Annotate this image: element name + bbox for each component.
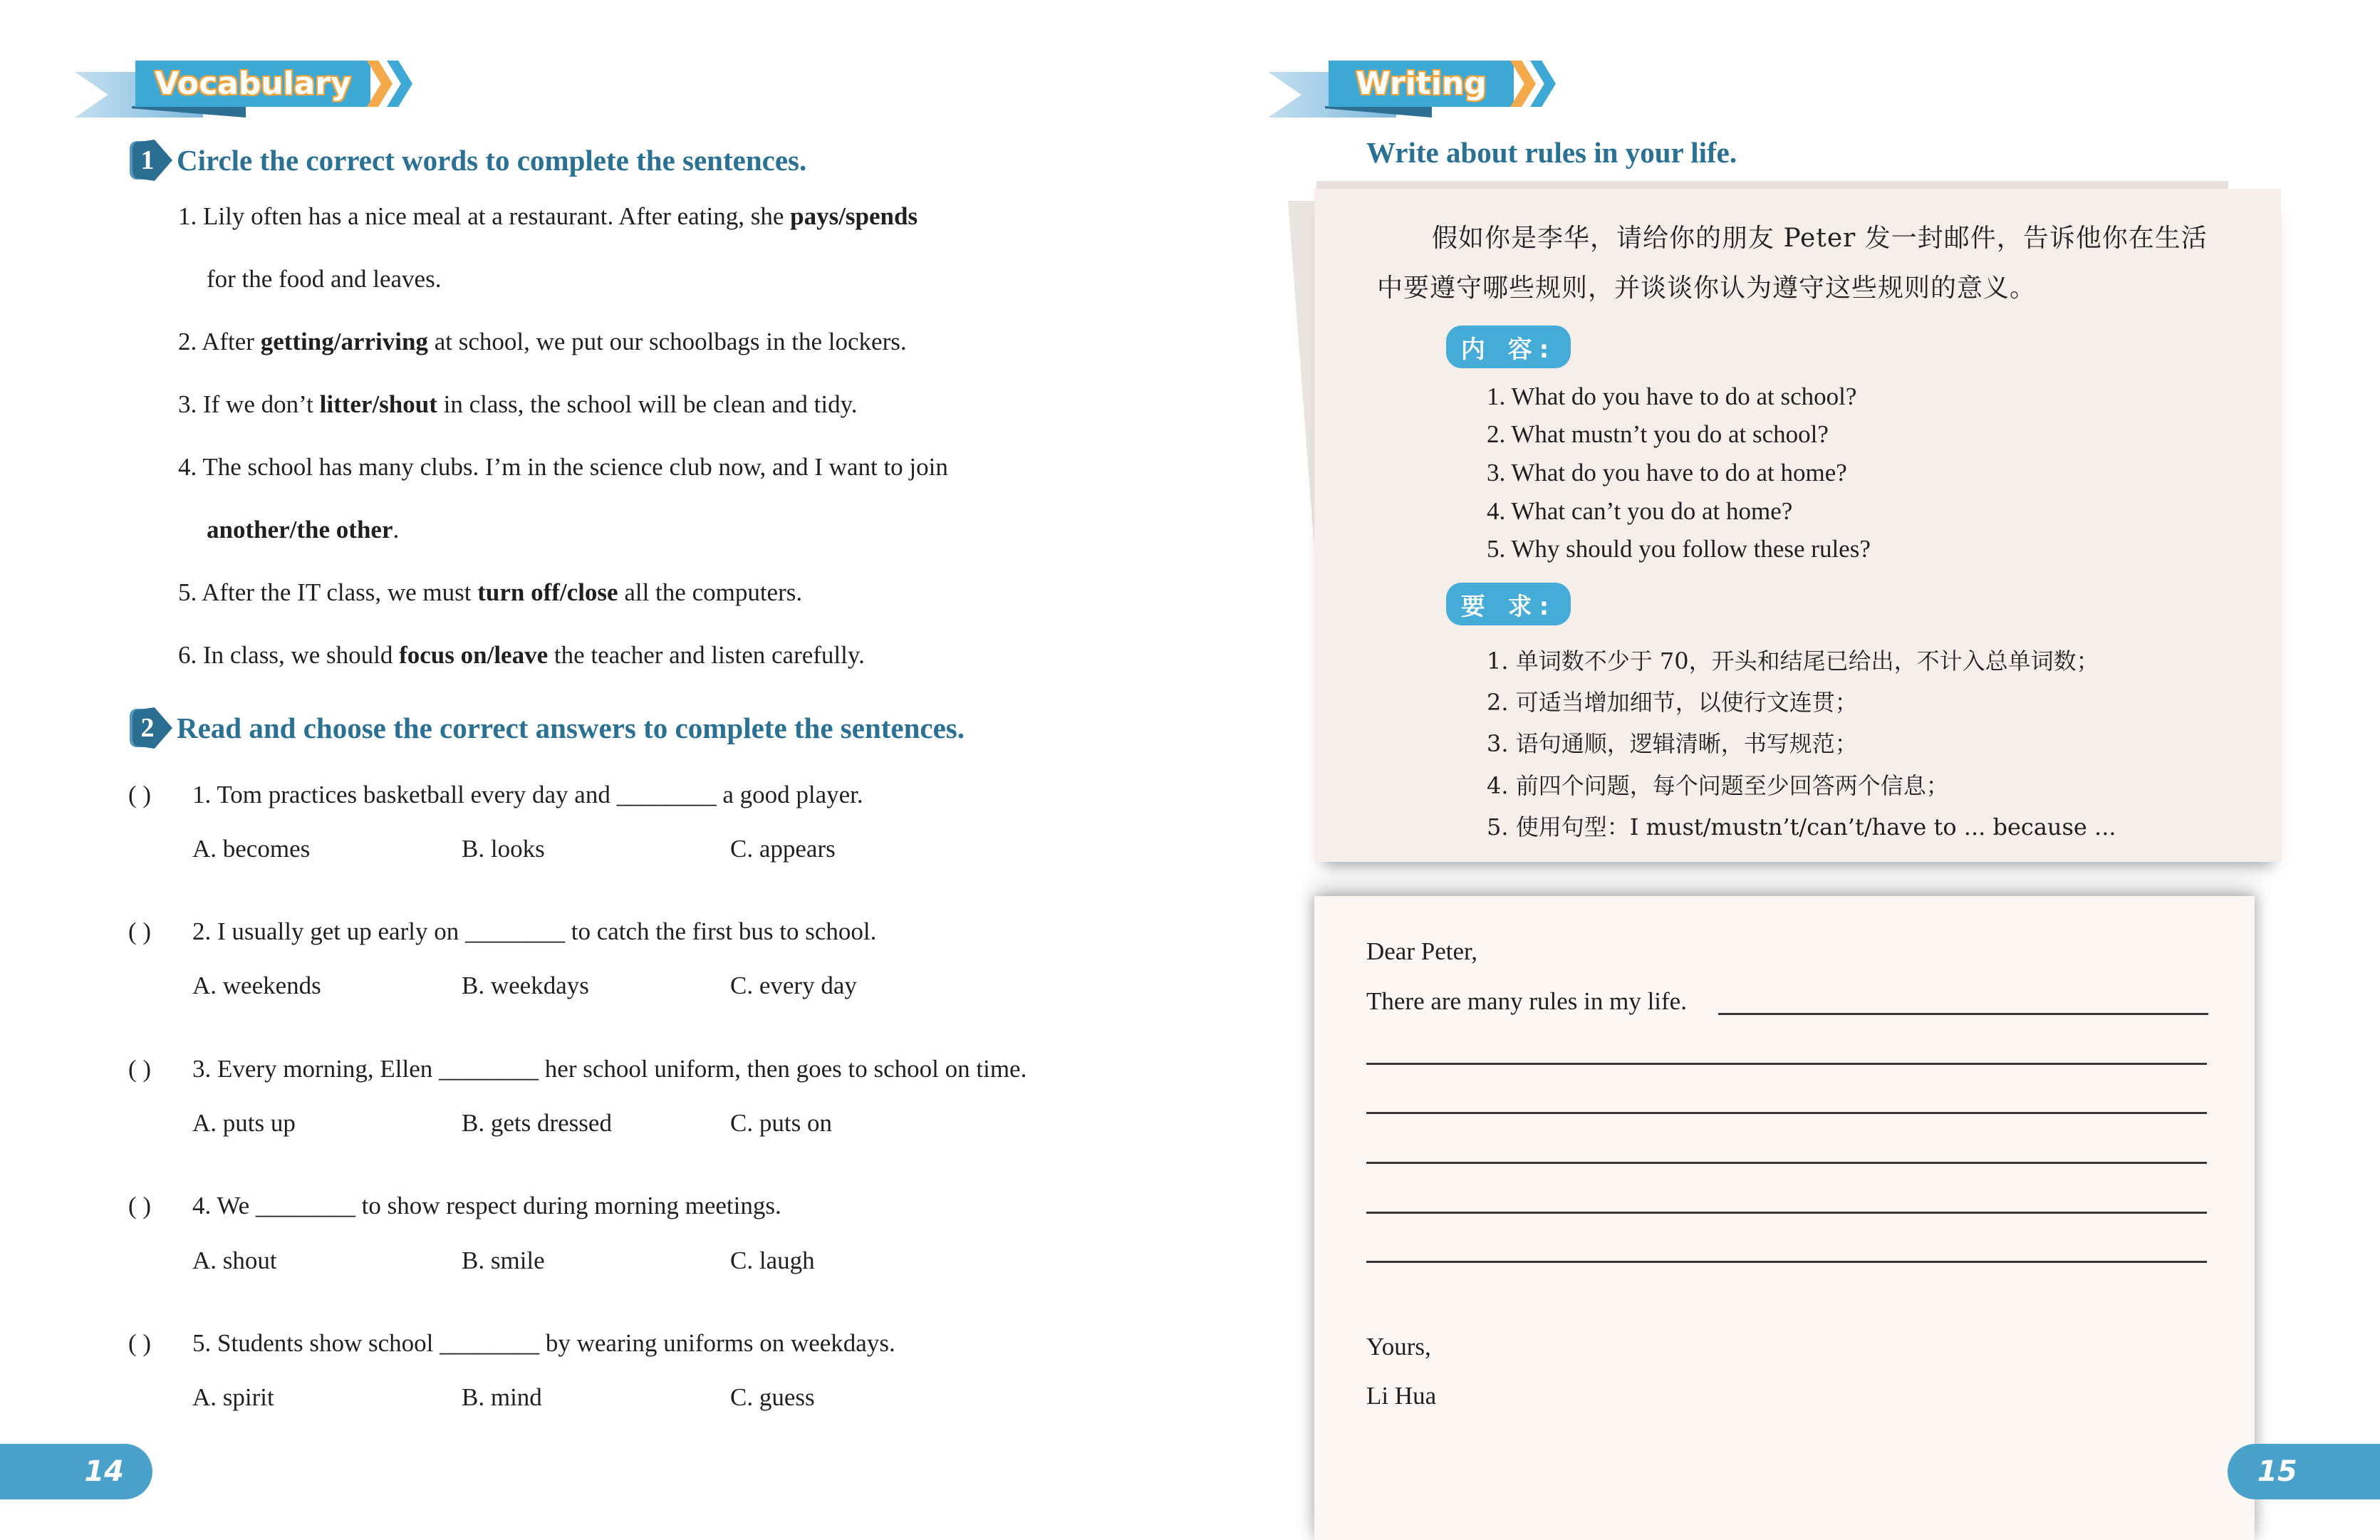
- option-c[interactable]: C. every day: [730, 972, 857, 999]
- option-c[interactable]: C. appears: [730, 835, 836, 863]
- vocab-item-1: 1. Lily often has a nice meal at a restaurant. After eating, she pays/spends: [178, 202, 918, 230]
- banner-body: [1329, 61, 1514, 107]
- vocab-item-5: 5. After the IT class, we must turn off/close all the computers.: [178, 578, 803, 606]
- answer-blank[interactable]: ( ): [128, 1329, 152, 1357]
- requirement-item-1: 1. 单词数不少于 70，开头和结尾已给出，不计入总单词数；: [1487, 647, 2099, 675]
- section-title: Circle the correct words to complete the sentences.: [177, 144, 807, 177]
- answer-blank[interactable]: ( ): [128, 1192, 152, 1219]
- answer-blank[interactable]: ( ): [128, 917, 152, 945]
- content-item-5: 5. Why should you follow these rules?: [1487, 535, 1871, 563]
- option-a[interactable]: A. weekends: [192, 972, 321, 999]
- vocab-item-2: 2. After getting/arriving at school, we put our schoolbags in the lockers.: [178, 328, 907, 355]
- option-b[interactable]: B. looks: [462, 835, 545, 863]
- content-label-pill: 内 容:: [1446, 326, 1571, 368]
- requirement-item-5: 5. 使用句型：I must/mustn’t/can’t/have to ... because ...: [1487, 813, 2116, 841]
- option-c[interactable]: C. laugh: [730, 1247, 815, 1274]
- option-a[interactable]: A. becomes: [192, 835, 311, 863]
- vocab-item-6: 6. In class, we should focus on/leave the teacher and listen carefully.: [178, 641, 865, 669]
- vocab-item-1-continuation: for the food and leaves.: [207, 265, 442, 293]
- word-choice[interactable]: turn off/close: [477, 578, 618, 606]
- prompt-line-1: 假如你是李华，请给你的朋友 Peter 发一封邮件，告诉他你在生活: [1432, 224, 2208, 253]
- letter-opening: There are many rules in my life.: [1366, 987, 1687, 1015]
- question-stem: 2. I usually get up early on ________ to catch the first bus to school.: [192, 917, 877, 945]
- option-a[interactable]: A. shout: [192, 1247, 277, 1274]
- section-number-badge: 1: [132, 140, 172, 181]
- word-choice[interactable]: litter/shout: [319, 390, 437, 418]
- writing-banner: [1268, 61, 1567, 125]
- vocab-item-4-continuation: another/the other.: [207, 516, 400, 543]
- option-b[interactable]: B. smile: [462, 1247, 545, 1274]
- vocabulary-banner: [75, 61, 417, 125]
- word-choice[interactable]: focus on/leave: [399, 641, 549, 669]
- vocab-item-4: 4. The school has many clubs. I’m in the science club now, and I want to join: [178, 453, 948, 481]
- word-choice[interactable]: pays/spends: [790, 202, 918, 230]
- option-b[interactable]: B. mind: [462, 1383, 542, 1411]
- option-c[interactable]: C. guess: [730, 1383, 815, 1411]
- requirement-item-4: 4. 前四个问题，每个问题至少回答两个信息；: [1487, 772, 1949, 799]
- page-number-14: 14: [0, 1444, 152, 1499]
- writing-line-6[interactable]: [1366, 1261, 2207, 1263]
- content-item-4: 4. What can’t you do at home?: [1487, 497, 1793, 525]
- answer-blank[interactable]: ( ): [128, 781, 152, 808]
- letter-closing: Yours,: [1366, 1333, 1431, 1360]
- content-item-1: 1. What do you have to do at school?: [1487, 383, 1857, 410]
- requirement-item-2: 2. 可适当增加细节，以使行文连贯；: [1487, 689, 1858, 716]
- vocab-item-3: 3. If we don’t litter/shout in class, the school will be clean and tidy.: [178, 390, 858, 418]
- content-item-2: 2. What mustn’t you do at school?: [1487, 420, 1829, 448]
- option-a[interactable]: A. spirit: [192, 1383, 274, 1411]
- requirements-label-pill: 要 求:: [1446, 583, 1571, 625]
- writing-line-2[interactable]: [1366, 1063, 2207, 1065]
- option-b[interactable]: B. gets dressed: [462, 1109, 612, 1137]
- section-2-heading: [132, 707, 965, 749]
- banner-label: Writing: [1356, 66, 1487, 102]
- banner-body: [135, 61, 370, 107]
- page-number-15: 15: [2228, 1444, 2380, 1499]
- option-b[interactable]: B. weekdays: [462, 972, 589, 999]
- section-title: Read and choose the correct answers to complete the sentences.: [177, 712, 965, 744]
- answer-blank[interactable]: ( ): [128, 1055, 152, 1083]
- writing-line-4[interactable]: [1366, 1162, 2207, 1164]
- requirement-item-3: 3. 语句通顺，逻辑清晰，书写规范；: [1487, 730, 1858, 757]
- writing-line-5[interactable]: [1366, 1212, 2207, 1214]
- writing-task-title: Write about rules in your life.: [1366, 136, 1737, 169]
- question-stem: 4. We ________ to show respect during morning meetings.: [192, 1192, 781, 1219]
- option-a[interactable]: A. puts up: [192, 1109, 296, 1137]
- option-c[interactable]: C. puts on: [730, 1109, 832, 1137]
- question-stem: 5. Students show school ________ by wearing uniforms on weekdays.: [192, 1329, 895, 1357]
- letter-greeting: Dear Peter,: [1366, 937, 1478, 965]
- word-choice[interactable]: getting/arriving: [260, 328, 428, 355]
- question-stem: 1. Tom practices basketball every day and ________ a good player.: [192, 781, 863, 808]
- word-choice[interactable]: another/the other: [207, 516, 393, 543]
- content-item-3: 3. What do you have to do at home?: [1487, 459, 1847, 487]
- section-number-badge: 2: [132, 707, 172, 749]
- writing-line-1[interactable]: [1718, 1013, 2208, 1015]
- writing-line-3[interactable]: [1366, 1112, 2207, 1114]
- section-1-heading: [132, 140, 806, 181]
- letter-signature: Li Hua: [1366, 1382, 1437, 1410]
- banner-label: Vocabulary: [155, 66, 351, 102]
- question-stem: 3. Every morning, Ellen ________ her school uniform, then goes to school on time.: [192, 1055, 1027, 1083]
- prompt-line-2: 中要遵守哪些规则，并谈谈你认为遵守这些规则的意义。: [1377, 274, 2037, 303]
